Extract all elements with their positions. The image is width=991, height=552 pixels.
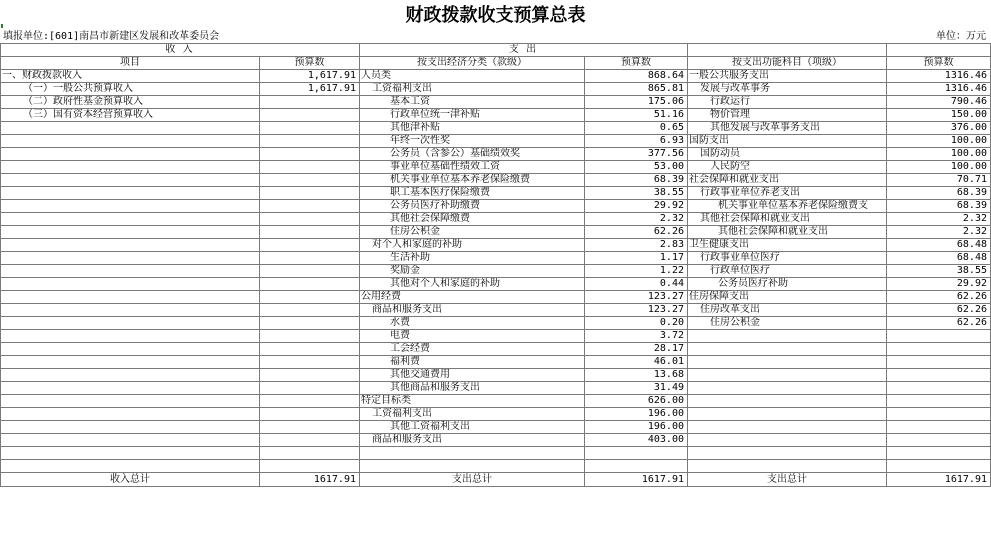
income-item-cell [1, 252, 260, 265]
func-class-cell [688, 330, 887, 343]
money-unit: 单位：万元 [936, 31, 986, 42]
econ-class-cell: 奖励金 [360, 265, 585, 278]
table-row [1, 382, 991, 395]
func-class-cell: 其他发展与改革事务支出 [688, 122, 887, 135]
func-class-cell: 住房改革支出 [688, 304, 887, 317]
econ-class-cell [360, 460, 585, 473]
income-budget-cell [260, 369, 360, 382]
func-budget-cell: 62.26 [887, 291, 991, 304]
table-row [1, 343, 991, 356]
func-class-cell [688, 460, 887, 473]
func-budget-cell: 70.71 [887, 174, 991, 187]
income-group-header: 收 入 [1, 44, 360, 57]
income-item-cell [1, 265, 260, 278]
func-budget-cell: 2.32 [887, 226, 991, 239]
col-header-func-class: 按支出功能科目（项级） [688, 57, 887, 70]
econ-class-cell: 对个人和家庭的补助 [360, 239, 585, 252]
econ-budget-cell: 28.17 [585, 343, 688, 356]
econ-class-cell: 生活补助 [360, 252, 585, 265]
func-class-cell: 发展与改革事务 [688, 83, 887, 96]
income-budget-cell [260, 278, 360, 291]
income-budget-cell [260, 252, 360, 265]
econ-class-cell: 水费 [360, 317, 585, 330]
func-budget-cell: 1316.46 [887, 70, 991, 83]
func-budget-cell [887, 447, 991, 460]
income-total-label: 收入总计 [1, 473, 260, 487]
func-class-cell [688, 408, 887, 421]
header-group-row [1, 44, 991, 57]
econ-budget-cell: 1.22 [585, 265, 688, 278]
func-class-cell: 国防动员 [688, 148, 887, 161]
table-row [1, 174, 991, 187]
totals-row [1, 473, 991, 487]
econ-budget-cell: 29.92 [585, 200, 688, 213]
income-item-cell [1, 187, 260, 200]
func-total-value: 1617.91 [887, 473, 991, 487]
econ-class-cell: 商品和服务支出 [360, 434, 585, 447]
econ-class-cell: 其他社会保障缴费 [360, 213, 585, 226]
income-budget-cell [260, 434, 360, 447]
income-item-cell [1, 135, 260, 148]
table-row [1, 291, 991, 304]
func-class-cell: 行政事业单位医疗 [688, 252, 887, 265]
func-budget-cell: 376.00 [887, 122, 991, 135]
expense-total-label: 支出总计 [360, 473, 585, 487]
income-budget-cell [260, 382, 360, 395]
func-class-cell: 社会保障和就业支出 [688, 174, 887, 187]
income-item-cell [1, 174, 260, 187]
func-class-cell [688, 434, 887, 447]
econ-class-cell: 福利费 [360, 356, 585, 369]
table-row [1, 408, 991, 421]
income-budget-cell [260, 304, 360, 317]
econ-class-cell: 公用经费 [360, 291, 585, 304]
empty-header-cell [887, 44, 991, 57]
income-budget-cell [260, 174, 360, 187]
econ-budget-cell: 6.93 [585, 135, 688, 148]
table-row [1, 70, 991, 83]
income-item-cell [1, 369, 260, 382]
func-budget-cell [887, 408, 991, 421]
econ-budget-cell: 46.01 [585, 356, 688, 369]
income-budget-cell [260, 96, 360, 109]
table-row [1, 200, 991, 213]
econ-class-cell: 其他津补贴 [360, 122, 585, 135]
col-header-budget-income: 预算数 [260, 57, 360, 70]
econ-class-cell: 工会经费 [360, 343, 585, 356]
func-class-cell: 人民防空 [688, 161, 887, 174]
table-row [1, 148, 991, 161]
income-budget-cell [260, 226, 360, 239]
income-item-cell [1, 382, 260, 395]
func-budget-cell [887, 369, 991, 382]
table-row [1, 252, 991, 265]
income-item-cell [1, 395, 260, 408]
table-row [1, 239, 991, 252]
income-budget-cell [260, 161, 360, 174]
econ-budget-cell: 1.17 [585, 252, 688, 265]
econ-class-cell: 特定目标类 [360, 395, 585, 408]
income-item-cell [1, 317, 260, 330]
income-item-cell [1, 213, 260, 226]
income-budget-cell: 1,617.91 [260, 83, 360, 96]
table-row [1, 434, 991, 447]
income-item-cell: （一）一般公共预算收入 [1, 83, 260, 96]
income-total-value: 1617.91 [260, 473, 360, 487]
econ-budget-cell: 868.64 [585, 70, 688, 83]
func-class-cell [688, 382, 887, 395]
econ-budget-cell: 62.26 [585, 226, 688, 239]
income-item-cell [1, 408, 260, 421]
econ-budget-cell: 68.39 [585, 174, 688, 187]
econ-budget-cell: 0.20 [585, 317, 688, 330]
func-class-cell: 国防支出 [688, 135, 887, 148]
income-budget-cell [260, 291, 360, 304]
header-column-row [1, 57, 991, 70]
func-budget-cell [887, 421, 991, 434]
econ-class-cell: 住房公积金 [360, 226, 585, 239]
econ-class-cell: 其他工资福利支出 [360, 421, 585, 434]
income-budget-cell [260, 447, 360, 460]
income-item-cell [1, 460, 260, 473]
econ-budget-cell [585, 460, 688, 473]
econ-budget-cell [585, 447, 688, 460]
table-row [1, 278, 991, 291]
table-row [1, 421, 991, 434]
income-item-cell [1, 330, 260, 343]
table-row [1, 460, 991, 473]
func-budget-cell [887, 356, 991, 369]
func-class-cell: 行政单位医疗 [688, 265, 887, 278]
table-row [1, 447, 991, 460]
econ-class-cell: 其他交通费用 [360, 369, 585, 382]
income-budget-cell [260, 408, 360, 421]
econ-class-cell: 电费 [360, 330, 585, 343]
econ-class-cell: 人员类 [360, 70, 585, 83]
func-class-cell: 其他社会保障和就业支出 [688, 213, 887, 226]
income-item-cell [1, 161, 260, 174]
econ-class-cell: 其他对个人和家庭的补助 [360, 278, 585, 291]
income-budget-cell [260, 421, 360, 434]
empty-header-cell [688, 44, 887, 57]
income-budget-cell [260, 330, 360, 343]
econ-class-cell: 商品和服务支出 [360, 304, 585, 317]
table-row [1, 304, 991, 317]
func-class-cell [688, 356, 887, 369]
income-item-cell [1, 343, 260, 356]
func-budget-cell: 62.26 [887, 317, 991, 330]
econ-budget-cell: 403.00 [585, 434, 688, 447]
income-budget-cell [260, 135, 360, 148]
func-class-cell: 行政运行 [688, 96, 887, 109]
func-class-cell: 物价管理 [688, 109, 887, 122]
table-row [1, 161, 991, 174]
func-budget-cell: 38.55 [887, 265, 991, 278]
econ-budget-cell: 123.27 [585, 304, 688, 317]
table-row [1, 135, 991, 148]
table-row [1, 356, 991, 369]
income-budget-cell [260, 122, 360, 135]
income-item-cell [1, 304, 260, 317]
func-budget-cell: 100.00 [887, 161, 991, 174]
econ-budget-cell: 3.72 [585, 330, 688, 343]
econ-budget-cell: 175.06 [585, 96, 688, 109]
econ-class-cell: 年终一次性奖 [360, 135, 585, 148]
econ-class-cell: 事业单位基础性绩效工资 [360, 161, 585, 174]
col-header-budget-func: 预算数 [887, 57, 991, 70]
income-budget-cell [260, 187, 360, 200]
func-total-label: 支出总计 [688, 473, 887, 487]
func-budget-cell: 68.39 [887, 187, 991, 200]
func-class-cell: 一般公共服务支出 [688, 70, 887, 83]
table-row [1, 122, 991, 135]
col-header-item: 项目 [1, 57, 260, 70]
income-item-cell [1, 421, 260, 434]
income-item-cell [1, 434, 260, 447]
income-budget-cell [260, 395, 360, 408]
income-item-cell [1, 148, 260, 161]
econ-budget-cell: 31.49 [585, 382, 688, 395]
income-budget-cell [260, 265, 360, 278]
econ-class-cell [360, 447, 585, 460]
func-budget-cell [887, 382, 991, 395]
func-budget-cell [887, 330, 991, 343]
table-row [1, 109, 991, 122]
income-budget-cell [260, 213, 360, 226]
page-title: 财政拨款收支预算总表 [405, 5, 586, 26]
expense-group-header: 支 出 [360, 44, 688, 57]
econ-budget-cell: 865.81 [585, 83, 688, 96]
func-class-cell [688, 395, 887, 408]
income-item-cell: （三）国有资本经营预算收入 [1, 109, 260, 122]
income-item-cell: 一、财政拨款收入 [1, 70, 260, 83]
econ-class-cell: 基本工资 [360, 96, 585, 109]
econ-budget-cell: 196.00 [585, 421, 688, 434]
econ-class-cell: 其他商品和服务支出 [360, 382, 585, 395]
income-budget-cell [260, 317, 360, 330]
income-budget-cell [260, 356, 360, 369]
func-budget-cell: 2.32 [887, 213, 991, 226]
income-budget-cell [260, 239, 360, 252]
econ-budget-cell: 2.32 [585, 213, 688, 226]
econ-class-cell: 行政单位统一津补贴 [360, 109, 585, 122]
col-header-econ-class: 按支出经济分类（款级） [360, 57, 585, 70]
func-budget-cell [887, 434, 991, 447]
func-budget-cell [887, 395, 991, 408]
func-budget-cell: 62.26 [887, 304, 991, 317]
func-budget-cell [887, 343, 991, 356]
econ-budget-cell: 13.68 [585, 369, 688, 382]
income-item-cell [1, 278, 260, 291]
econ-budget-cell: 53.00 [585, 161, 688, 174]
func-class-cell: 行政事业单位养老支出 [688, 187, 887, 200]
table-row [1, 265, 991, 278]
income-budget-cell: 1,617.91 [260, 70, 360, 83]
func-class-cell: 其他社会保障和就业支出 [688, 226, 887, 239]
func-class-cell: 卫生健康支出 [688, 239, 887, 252]
func-class-cell [688, 369, 887, 382]
func-class-cell: 公务员医疗补助 [688, 278, 887, 291]
econ-budget-cell: 2.83 [585, 239, 688, 252]
func-budget-cell: 100.00 [887, 135, 991, 148]
income-budget-cell [260, 200, 360, 213]
income-item-cell [1, 239, 260, 252]
func-budget-cell [887, 460, 991, 473]
func-budget-cell: 1316.46 [887, 83, 991, 96]
func-budget-cell: 790.46 [887, 96, 991, 109]
income-item-cell [1, 226, 260, 239]
econ-class-cell: 工资福利支出 [360, 83, 585, 96]
econ-budget-cell: 196.00 [585, 408, 688, 421]
budget-table [0, 43, 991, 487]
econ-budget-cell: 626.00 [585, 395, 688, 408]
income-budget-cell [260, 109, 360, 122]
func-budget-cell: 29.92 [887, 278, 991, 291]
expense-total-value: 1617.91 [585, 473, 688, 487]
income-item-cell [1, 200, 260, 213]
col-header-budget-econ: 预算数 [585, 57, 688, 70]
func-class-cell: 住房保障支出 [688, 291, 887, 304]
income-item-cell [1, 447, 260, 460]
func-class-cell [688, 421, 887, 434]
income-item-cell [1, 356, 260, 369]
table-row [1, 96, 991, 109]
func-class-cell: 机关事业单位基本养老保险缴费支 [688, 200, 887, 213]
func-class-cell [688, 447, 887, 460]
func-budget-cell: 68.48 [887, 252, 991, 265]
func-budget-cell: 68.39 [887, 200, 991, 213]
income-item-cell: （二）政府性基金预算收入 [1, 96, 260, 109]
econ-class-cell: 机关事业单位基本养老保险缴费 [360, 174, 585, 187]
func-budget-cell: 150.00 [887, 109, 991, 122]
econ-budget-cell: 123.27 [585, 291, 688, 304]
table-row [1, 226, 991, 239]
income-budget-cell [260, 343, 360, 356]
econ-class-cell: 工资福利支出 [360, 408, 585, 421]
econ-budget-cell: 38.55 [585, 187, 688, 200]
econ-class-cell: 公务员（含参公）基础绩效奖 [360, 148, 585, 161]
reporting-unit: 填报单位:[601]南昌市新建区发展和改革委员会 [3, 31, 220, 42]
table-row [1, 317, 991, 330]
table-row [1, 330, 991, 343]
func-class-cell: 住房公积金 [688, 317, 887, 330]
table-row [1, 213, 991, 226]
econ-class-cell: 公务员医疗补助缴费 [360, 200, 585, 213]
income-budget-cell [260, 148, 360, 161]
econ-budget-cell: 0.44 [585, 278, 688, 291]
income-budget-cell [260, 460, 360, 473]
func-budget-cell: 68.48 [887, 239, 991, 252]
income-item-cell [1, 122, 260, 135]
table-row [1, 395, 991, 408]
func-budget-cell: 100.00 [887, 148, 991, 161]
func-class-cell [688, 343, 887, 356]
econ-budget-cell: 377.56 [585, 148, 688, 161]
table-row [1, 369, 991, 382]
table-row [1, 187, 991, 200]
econ-budget-cell: 0.65 [585, 122, 688, 135]
table-row [1, 83, 991, 96]
econ-budget-cell: 51.16 [585, 109, 688, 122]
income-item-cell [1, 291, 260, 304]
econ-class-cell: 职工基本医疗保险缴费 [360, 187, 585, 200]
